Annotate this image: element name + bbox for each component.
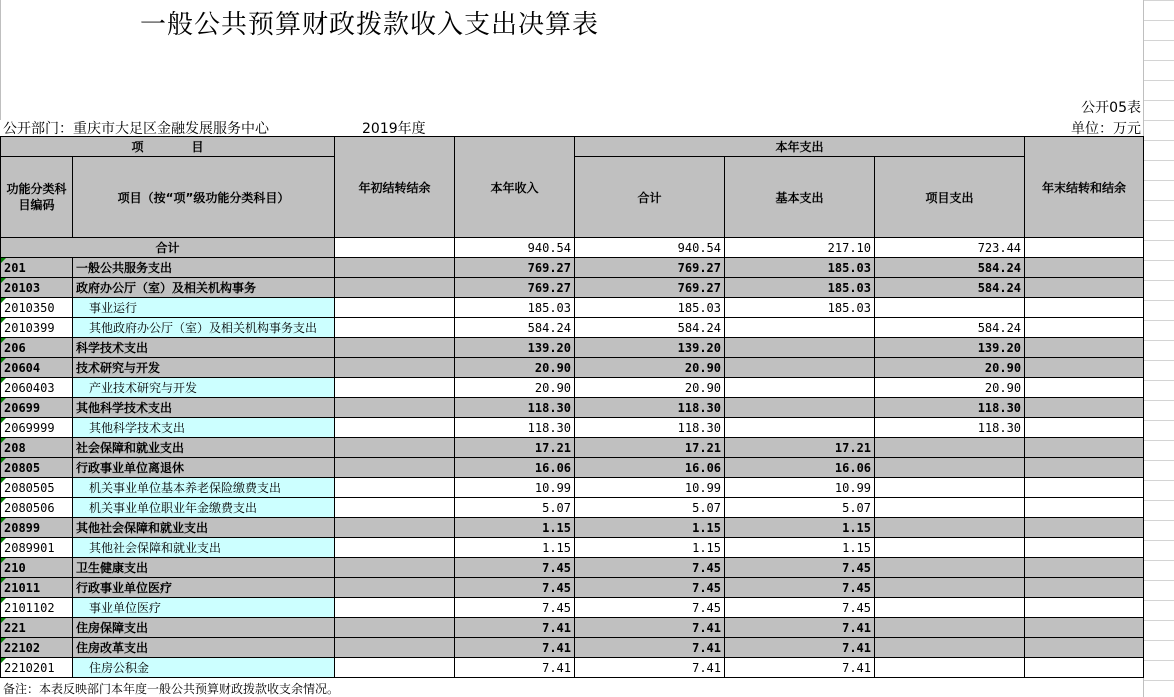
cell-opening xyxy=(335,318,455,338)
cell-total: 1.15 xyxy=(575,518,725,538)
cell-opening xyxy=(335,578,455,598)
cell-opening xyxy=(335,458,455,478)
total-total: 940.54 xyxy=(575,238,725,258)
cell-income: 17.21 xyxy=(455,438,575,458)
budget-table xyxy=(0,136,1144,678)
cell-opening xyxy=(335,538,455,558)
cell-project xyxy=(875,438,1025,458)
cell-total: 139.20 xyxy=(575,338,725,358)
cell-opening xyxy=(335,558,455,578)
cell-total: 16.06 xyxy=(575,458,725,478)
cell-basic: 5.07 xyxy=(725,498,875,518)
cell-code: 2069999 xyxy=(1,418,73,438)
table-row xyxy=(1,378,1144,398)
cell-income: 118.30 xyxy=(455,398,575,418)
fiscal-year: 2019年度 xyxy=(362,121,426,137)
cell-basic: 16.06 xyxy=(725,458,875,478)
cell-project xyxy=(875,578,1025,598)
cell-closing xyxy=(1025,418,1144,438)
cell-name: 其他政府办公厅（室）及相关机构事务支出 xyxy=(73,318,335,338)
cell-code: 2060403 xyxy=(1,378,73,398)
cell-basic: 17.21 xyxy=(725,438,875,458)
cell-code: 221 xyxy=(1,618,73,638)
table-row xyxy=(1,438,1144,458)
cell-opening xyxy=(335,398,455,418)
header-item-group: 项 目 xyxy=(1,137,335,157)
cell-income: 118.30 xyxy=(455,418,575,438)
cell-code: 21011 xyxy=(1,578,73,598)
cell-project: 118.30 xyxy=(875,398,1025,418)
cell-project xyxy=(875,498,1025,518)
cell-name: 社会保障和就业支出 xyxy=(73,438,335,458)
cell-code: 20805 xyxy=(1,458,73,478)
table-row xyxy=(1,458,1144,478)
cell-code: 2210201 xyxy=(1,658,73,678)
cell-code: 20604 xyxy=(1,358,73,378)
cell-basic: 7.41 xyxy=(725,658,875,678)
cell-closing xyxy=(1025,358,1144,378)
table-row xyxy=(1,558,1144,578)
cell-opening xyxy=(335,478,455,498)
cell-opening xyxy=(335,618,455,638)
table-row xyxy=(1,538,1144,558)
total-row xyxy=(1,238,1144,258)
cell-code: 2089901 xyxy=(1,538,73,558)
cell-project xyxy=(875,298,1025,318)
cell-name: 一般公共服务支出 xyxy=(73,258,335,278)
cell-total: 769.27 xyxy=(575,258,725,278)
cell-basic xyxy=(725,358,875,378)
header-basic: 基本支出 xyxy=(725,157,875,238)
cell-closing xyxy=(1025,538,1144,558)
header-project: 项目支出 xyxy=(875,157,1025,238)
cell-closing xyxy=(1025,458,1144,478)
table-row xyxy=(1,358,1144,378)
total-basic: 217.10 xyxy=(725,238,875,258)
cell-total: 118.30 xyxy=(575,398,725,418)
cell-code: 206 xyxy=(1,338,73,358)
cell-opening xyxy=(335,518,455,538)
header-total: 合计 xyxy=(575,157,725,238)
cell-total: 7.45 xyxy=(575,558,725,578)
cell-closing xyxy=(1025,578,1144,598)
cell-project xyxy=(875,558,1025,578)
header-income: 本年收入 xyxy=(455,137,575,238)
cell-basic: 1.15 xyxy=(725,518,875,538)
cell-closing xyxy=(1025,318,1144,338)
cell-name: 卫生健康支出 xyxy=(73,558,335,578)
cell-project: 584.24 xyxy=(875,318,1025,338)
header-closing-balance: 年末结转和结余 xyxy=(1025,137,1144,238)
cell-total: 20.90 xyxy=(575,358,725,378)
cell-opening xyxy=(335,258,455,278)
cell-name: 政府办公厅（室）及相关机构事务 xyxy=(73,278,335,298)
cell-name: 机关事业单位基本养老保险缴费支出 xyxy=(73,478,335,498)
cell-code: 20699 xyxy=(1,398,73,418)
cell-total: 118.30 xyxy=(575,418,725,438)
cell-closing xyxy=(1025,438,1144,458)
cell-opening xyxy=(335,658,455,678)
cell-closing xyxy=(1025,338,1144,358)
cell-code: 2010350 xyxy=(1,298,73,318)
cell-project xyxy=(875,518,1025,538)
cell-total: 7.45 xyxy=(575,598,725,618)
cell-opening xyxy=(335,358,455,378)
cell-name: 事业单位医疗 xyxy=(73,598,335,618)
cell-income: 139.20 xyxy=(455,338,575,358)
cell-opening xyxy=(335,438,455,458)
cell-opening xyxy=(335,278,455,298)
total-label: 合计 xyxy=(1,238,335,258)
cell-total: 584.24 xyxy=(575,318,725,338)
cell-income: 7.45 xyxy=(455,598,575,618)
header-expense-group: 本年支出 xyxy=(575,137,1025,157)
cell-opening xyxy=(335,378,455,398)
cell-project xyxy=(875,458,1025,478)
cell-code: 208 xyxy=(1,438,73,458)
total-project: 723.44 xyxy=(875,238,1025,258)
cell-opening xyxy=(335,338,455,358)
cell-code: 20899 xyxy=(1,518,73,538)
cell-income: 7.41 xyxy=(455,618,575,638)
cell-income: 769.27 xyxy=(455,278,575,298)
cell-basic: 185.03 xyxy=(725,258,875,278)
cell-name: 其他社会保障和就业支出 xyxy=(73,538,335,558)
cell-name: 其他科学技术支出 xyxy=(73,418,335,438)
table-row xyxy=(1,518,1144,538)
cell-project: 584.24 xyxy=(875,258,1025,278)
cell-income: 7.41 xyxy=(455,658,575,678)
cell-name: 产业技术研究与开发 xyxy=(73,378,335,398)
table-row xyxy=(1,258,1144,278)
cell-total: 185.03 xyxy=(575,298,725,318)
cell-project xyxy=(875,598,1025,618)
cell-total: 7.41 xyxy=(575,658,725,678)
cell-project xyxy=(875,638,1025,658)
cell-name: 住房改革支出 xyxy=(73,638,335,658)
table-row xyxy=(1,578,1144,598)
header-name: 项目（按“项”级功能分类科目） xyxy=(73,157,335,238)
cell-name: 行政事业单位医疗 xyxy=(73,578,335,598)
cell-income: 584.24 xyxy=(455,318,575,338)
cell-project xyxy=(875,618,1025,638)
cell-project: 118.30 xyxy=(875,418,1025,438)
total-income: 940.54 xyxy=(455,238,575,258)
cell-basic: 185.03 xyxy=(725,278,875,298)
cell-closing xyxy=(1025,258,1144,278)
cell-closing xyxy=(1025,378,1144,398)
cell-opening xyxy=(335,418,455,438)
cell-name: 其他科学技术支出 xyxy=(73,398,335,418)
cell-income: 769.27 xyxy=(455,258,575,278)
table-row xyxy=(1,298,1144,318)
cell-income: 20.90 xyxy=(455,358,575,378)
cell-closing xyxy=(1025,638,1144,658)
cell-code: 2080506 xyxy=(1,498,73,518)
cell-name: 住房公积金 xyxy=(73,658,335,678)
cell-basic: 7.45 xyxy=(725,558,875,578)
table-row xyxy=(1,598,1144,618)
cell-closing xyxy=(1025,598,1144,618)
cell-total: 1.15 xyxy=(575,538,725,558)
cell-basic xyxy=(725,398,875,418)
cell-basic xyxy=(725,338,875,358)
cell-closing xyxy=(1025,298,1144,318)
cell-total: 10.99 xyxy=(575,478,725,498)
footnote: 备注：本表反映部门本年度一般公共预算财政拨款收支余情况。 xyxy=(3,682,340,696)
cell-total: 5.07 xyxy=(575,498,725,518)
cell-basic: 7.45 xyxy=(725,598,875,618)
cell-closing xyxy=(1025,558,1144,578)
cell-basic xyxy=(725,418,875,438)
cell-total: 20.90 xyxy=(575,378,725,398)
cell-opening xyxy=(335,498,455,518)
table-row xyxy=(1,278,1144,298)
cell-income: 1.15 xyxy=(455,538,575,558)
cell-income: 5.07 xyxy=(455,498,575,518)
cell-name: 技术研究与开发 xyxy=(73,358,335,378)
cell-basic: 10.99 xyxy=(725,478,875,498)
cell-project xyxy=(875,538,1025,558)
cell-basic: 185.03 xyxy=(725,298,875,318)
cell-total: 7.45 xyxy=(575,578,725,598)
cell-name: 事业运行 xyxy=(73,298,335,318)
cell-opening xyxy=(335,638,455,658)
cell-name: 科学技术支出 xyxy=(73,338,335,358)
cell-name: 机关事业单位职业年金缴费支出 xyxy=(73,498,335,518)
table-row xyxy=(1,638,1144,658)
cell-total: 769.27 xyxy=(575,278,725,298)
cell-income: 1.15 xyxy=(455,518,575,538)
form-number: 公开05表 xyxy=(1081,100,1141,116)
cell-closing xyxy=(1025,498,1144,518)
cell-project: 139.20 xyxy=(875,338,1025,358)
cell-code: 2080505 xyxy=(1,478,73,498)
department-label: 公开部门：重庆市大足区金融发展服务中心 xyxy=(3,121,269,137)
left-border xyxy=(0,0,1,120)
cell-income: 7.41 xyxy=(455,638,575,658)
cell-basic: 7.41 xyxy=(725,638,875,658)
cell-project: 20.90 xyxy=(875,378,1025,398)
cell-name: 行政事业单位离退休 xyxy=(73,458,335,478)
table-row xyxy=(1,318,1144,338)
header-code: 功能分类科目编码 xyxy=(1,157,73,238)
total-opening xyxy=(335,238,455,258)
cell-closing xyxy=(1025,658,1144,678)
cell-name: 其他社会保障和就业支出 xyxy=(73,518,335,538)
cell-closing xyxy=(1025,278,1144,298)
table-row xyxy=(1,658,1144,678)
cell-project xyxy=(875,478,1025,498)
cell-code: 210 xyxy=(1,558,73,578)
cell-code: 2101102 xyxy=(1,598,73,618)
cell-income: 185.03 xyxy=(455,298,575,318)
table-row xyxy=(1,418,1144,438)
cell-basic xyxy=(725,378,875,398)
table-row xyxy=(1,398,1144,418)
cell-project xyxy=(875,658,1025,678)
cell-code: 201 xyxy=(1,258,73,278)
cell-closing xyxy=(1025,518,1144,538)
cell-opening xyxy=(335,598,455,618)
cell-opening xyxy=(335,298,455,318)
cell-income: 10.99 xyxy=(455,478,575,498)
table-row xyxy=(1,498,1144,518)
cell-project: 20.90 xyxy=(875,358,1025,378)
cell-basic: 1.15 xyxy=(725,538,875,558)
cell-income: 7.45 xyxy=(455,558,575,578)
header-opening-balance: 年初结转结余 xyxy=(335,137,455,238)
cell-closing xyxy=(1025,478,1144,498)
table-row xyxy=(1,618,1144,638)
cell-closing xyxy=(1025,618,1144,638)
table-row xyxy=(1,478,1144,498)
cell-basic: 7.45 xyxy=(725,578,875,598)
cell-project: 584.24 xyxy=(875,278,1025,298)
cell-name: 住房保障支出 xyxy=(73,618,335,638)
total-closing xyxy=(1025,238,1144,258)
empty-grid-area xyxy=(1143,0,1174,697)
cell-code: 2010399 xyxy=(1,318,73,338)
cell-total: 7.41 xyxy=(575,618,725,638)
cell-total: 7.41 xyxy=(575,638,725,658)
cell-basic: 7.41 xyxy=(725,618,875,638)
cell-basic xyxy=(725,318,875,338)
cell-income: 16.06 xyxy=(455,458,575,478)
cell-total: 17.21 xyxy=(575,438,725,458)
table-row xyxy=(1,338,1144,358)
cell-code: 22102 xyxy=(1,638,73,658)
report-title: 一般公共预算财政拨款收入支出决算表 xyxy=(140,10,600,40)
unit-label: 单位：万元 xyxy=(1071,121,1141,137)
cell-code: 20103 xyxy=(1,278,73,298)
cell-income: 7.45 xyxy=(455,578,575,598)
cell-income: 20.90 xyxy=(455,378,575,398)
cell-closing xyxy=(1025,398,1144,418)
